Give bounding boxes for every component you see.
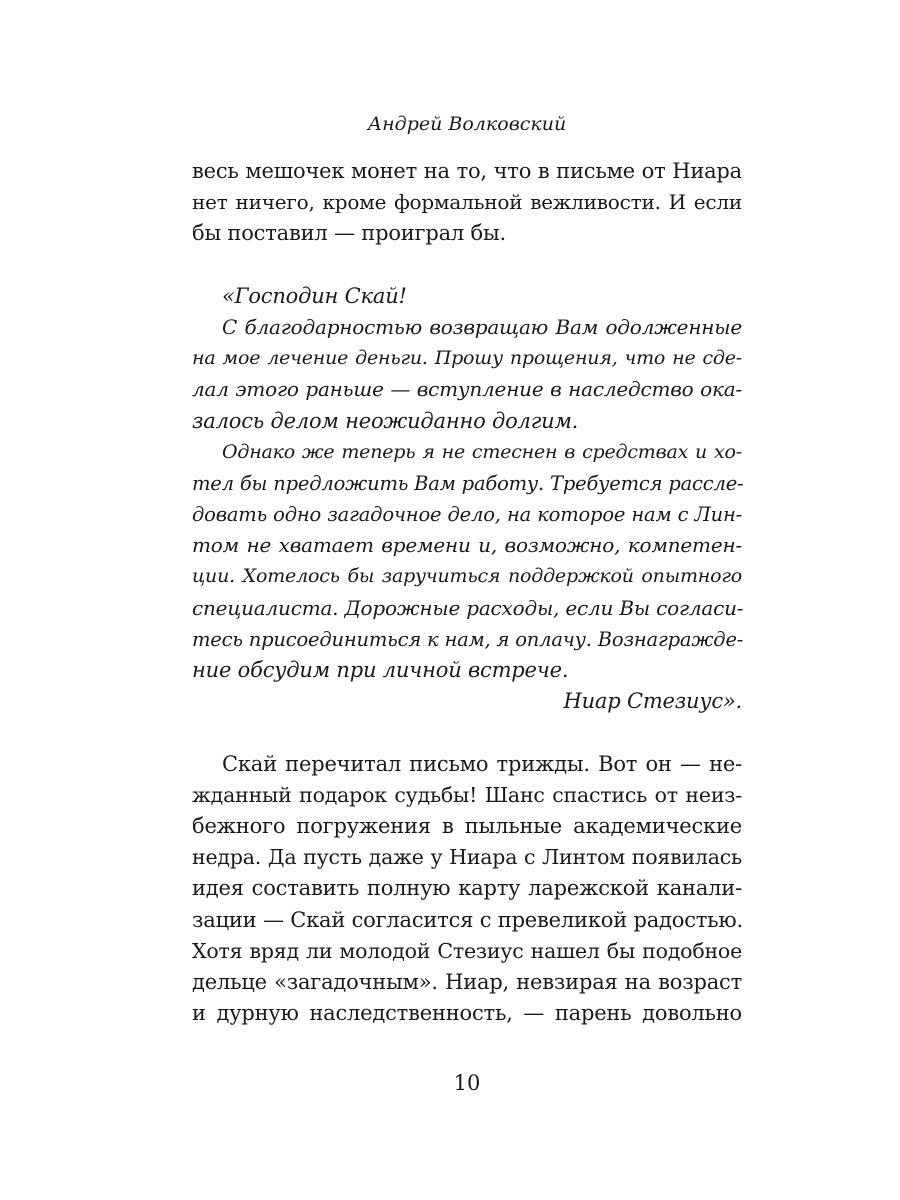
text-line: идея составить полную карту ларежской канали- (192, 876, 742, 901)
text-line: Скай перечитал письмо трижды. Вот он — не- (222, 751, 742, 776)
text-line: тесь присоединиться к нам, я оплачу. Вознагражде- (192, 627, 744, 651)
text-line: бы поставил — проиграл бы. (192, 221, 506, 246)
text-line: довать одно загадочное дело, на которое нам с Лин- (192, 503, 742, 527)
text-line: Хотя вряд ли молодой Стезиус нашел бы подобное (192, 938, 742, 963)
text-line: весь мешочек монет на то, что в письме от Ниара (192, 159, 742, 183)
text-line: ции. Хотелось бы заручиться поддержкой опытного (192, 565, 742, 588)
text-line: жданный подарок судьбы! Шанс спастись от неиз- (192, 782, 742, 807)
blank-line (192, 250, 742, 281)
text-line: на мое лечение деньги. Прошу прощения, что не сде- (192, 347, 742, 370)
text-line: зации — Скай согласится с превеликой радостью. (192, 907, 743, 932)
letter-signature: Ниар Стезиус». (563, 689, 742, 714)
blank-line (192, 717, 742, 748)
running-head: Андрей Волковский (367, 113, 567, 135)
text-line: том не хватает времени и, возможно, компетен- (192, 533, 742, 558)
text-line: залось делом неожиданно долгим. (192, 408, 579, 433)
page-text (192, 156, 742, 1029)
text-line: и дурную наследственность, — парень довольно (192, 1001, 742, 1026)
text-line: нет ничего, кроме формальной вежливости. И если (192, 190, 742, 215)
text-line: дельце «загадочным». Ниар, невзирая на возраст (192, 969, 742, 994)
book-page (192, 0, 742, 1200)
text-line: лал этого раньше — вступление в наследство ока- (192, 377, 742, 402)
letter-block (192, 281, 742, 718)
letter-greeting: «Господин Скай! (222, 283, 407, 308)
text-line: недра. Да пусть даже у Ниара с Линтом появилась (192, 845, 742, 870)
text-line: С благодарностью возвращаю Вам одолженные (222, 314, 742, 339)
text-line: специалиста. Дорожные расходы, если Вы согласи- (192, 595, 744, 620)
text-line: Однако же теперь я не стеснен в средствах и хо- (222, 440, 742, 463)
text-line: тел бы предложить Вам работу. Требуется рассле- (192, 471, 744, 495)
page-number: 10 (453, 1071, 481, 1095)
text-line: бежного погружения в пыльные академические (192, 813, 742, 838)
text-line: ние обсудим при личной встрече. (192, 658, 569, 682)
